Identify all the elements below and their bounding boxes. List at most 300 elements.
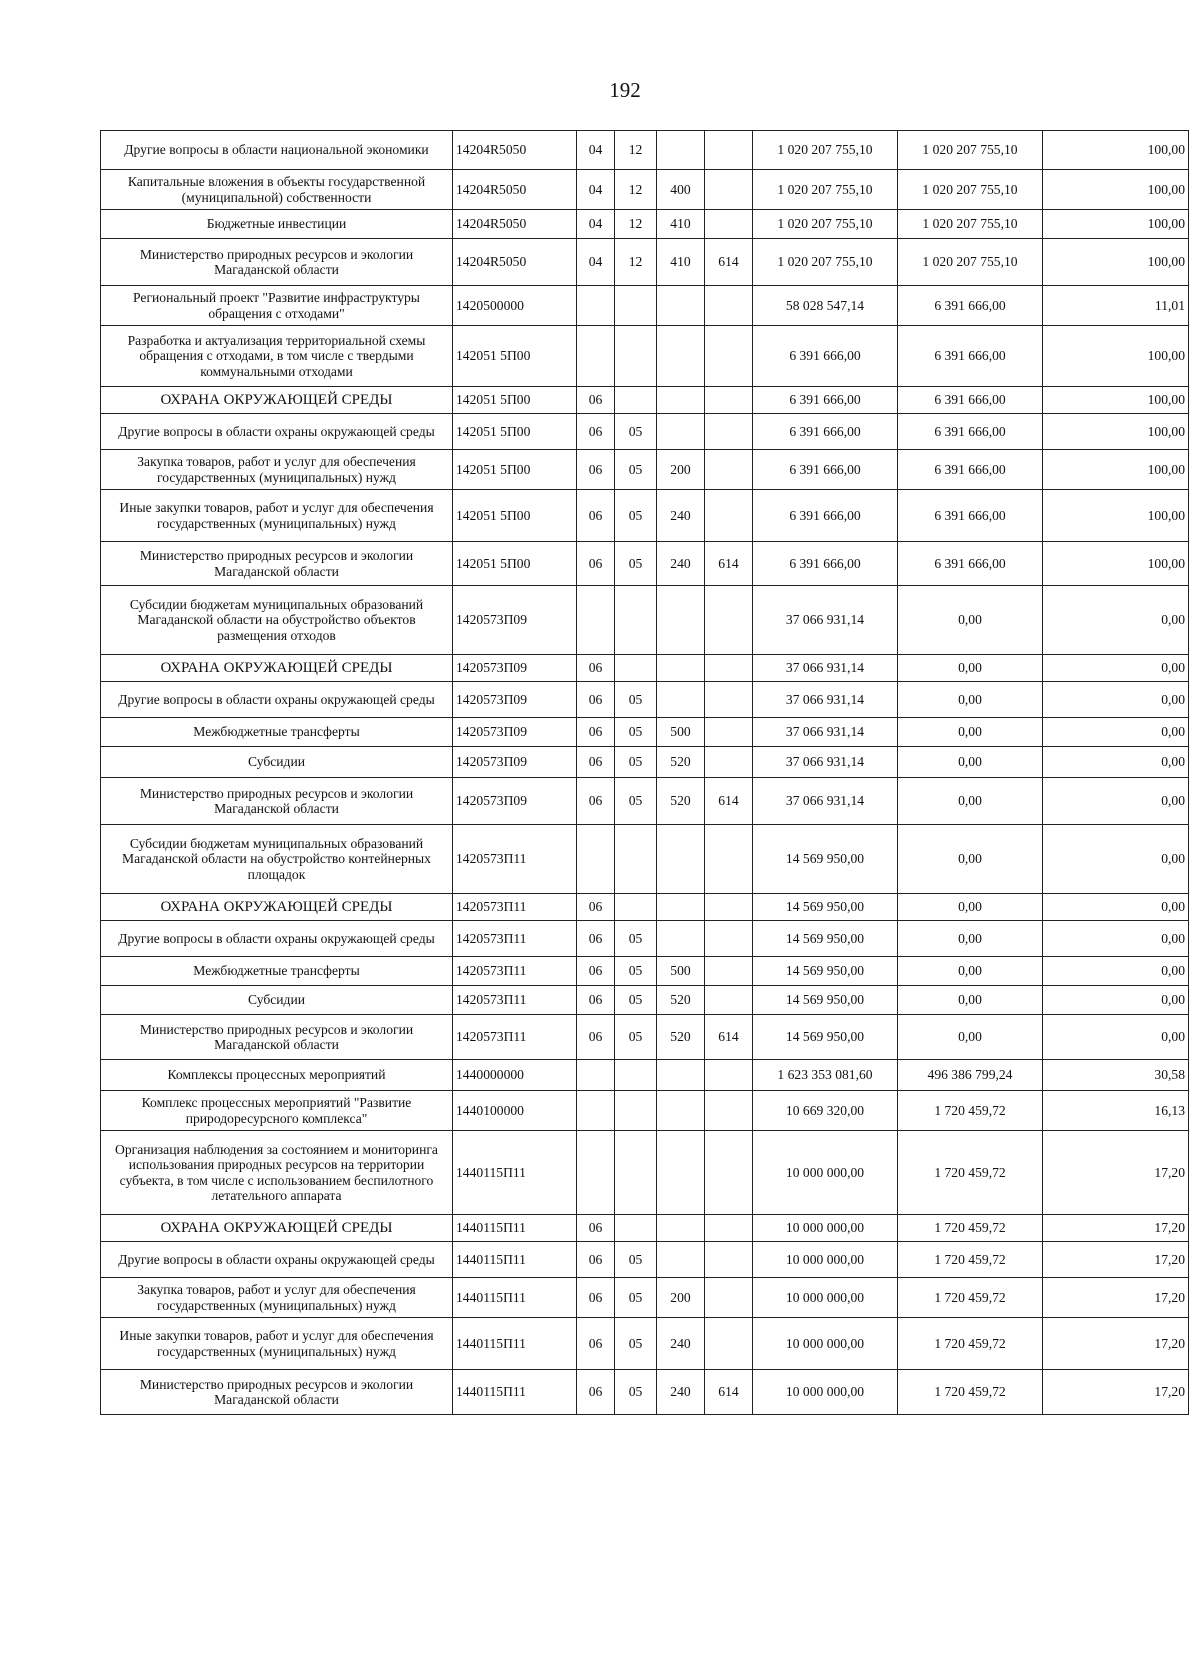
- table-row: [101, 1215, 1189, 1242]
- row-fact: 0,00: [898, 894, 1043, 921]
- row-name: Закупка товаров, работ и услуг для обеспечения государственных (муниципальных) нужд: [101, 450, 453, 490]
- row-administrator: [705, 747, 753, 778]
- row-percent: 0,00: [1043, 825, 1189, 894]
- row-plan: 10 000 000,00: [753, 1215, 898, 1242]
- row-code: 1420573П11: [453, 894, 577, 921]
- row-expense-type: [657, 682, 705, 718]
- row-expense-type: 410: [657, 239, 705, 286]
- row-code: 14204R5050: [453, 170, 577, 210]
- row-section: 06: [577, 450, 615, 490]
- row-section: 06: [577, 778, 615, 825]
- row-name: Другие вопросы в области охраны окружающей среды: [101, 414, 453, 450]
- row-code: 1420573П11: [453, 957, 577, 986]
- row-subsection: 05: [615, 957, 657, 986]
- row-plan: 6 391 666,00: [753, 387, 898, 414]
- row-percent: 17,20: [1043, 1215, 1189, 1242]
- row-expense-type: 200: [657, 450, 705, 490]
- row-name: Организация наблюдения за состоянием и мониторинга использования природных ресурсов на территории субъекта, в том числе с использованием беспилотного летательного аппарата: [101, 1131, 453, 1215]
- row-subsection: [615, 894, 657, 921]
- row-expense-type: 240: [657, 490, 705, 542]
- table-row: [101, 747, 1189, 778]
- row-name: Разработка и актуализация территориальной схемы обращения с отходами, в том числе с твердыми коммунальными отходами: [101, 326, 453, 387]
- row-plan: 14 569 950,00: [753, 1015, 898, 1060]
- row-code: 1420573П11: [453, 1015, 577, 1060]
- row-plan: 58 028 547,14: [753, 286, 898, 326]
- row-code: 142051 5П00: [453, 542, 577, 586]
- row-section: [577, 825, 615, 894]
- row-subsection: 12: [615, 131, 657, 170]
- row-expense-type: [657, 1131, 705, 1215]
- row-expense-type: [657, 1060, 705, 1091]
- row-subsection: [615, 655, 657, 682]
- row-percent: 11,01: [1043, 286, 1189, 326]
- row-subsection: [615, 825, 657, 894]
- row-fact: 6 391 666,00: [898, 326, 1043, 387]
- row-administrator: [705, 986, 753, 1015]
- row-fact: 1 020 207 755,10: [898, 170, 1043, 210]
- row-fact: 1 020 207 755,10: [898, 210, 1043, 239]
- row-percent: 17,20: [1043, 1131, 1189, 1215]
- row-administrator: [705, 1091, 753, 1131]
- row-name: Иные закупки товаров, работ и услуг для обеспечения государственных (муниципальных) нужд: [101, 490, 453, 542]
- row-section: [577, 1060, 615, 1091]
- row-code: 1420573П09: [453, 586, 577, 655]
- row-fact: 1 720 459,72: [898, 1242, 1043, 1278]
- row-expense-type: [657, 921, 705, 957]
- row-code: 1420573П11: [453, 986, 577, 1015]
- table-row: [101, 921, 1189, 957]
- row-percent: 16,13: [1043, 1091, 1189, 1131]
- row-plan: 14 569 950,00: [753, 986, 898, 1015]
- row-fact: 6 391 666,00: [898, 387, 1043, 414]
- table-row: [101, 825, 1189, 894]
- table-row: [101, 490, 1189, 542]
- row-plan: 1 623 353 081,60: [753, 1060, 898, 1091]
- row-fact: 0,00: [898, 586, 1043, 655]
- row-subsection: [615, 286, 657, 326]
- row-subsection: 12: [615, 170, 657, 210]
- row-code: 1440000000: [453, 1060, 577, 1091]
- row-plan: 6 391 666,00: [753, 490, 898, 542]
- row-expense-type: [657, 894, 705, 921]
- row-administrator: 614: [705, 778, 753, 825]
- row-administrator: [705, 170, 753, 210]
- row-expense-type: 200: [657, 1278, 705, 1318]
- row-fact: 0,00: [898, 747, 1043, 778]
- row-code: 1420573П09: [453, 655, 577, 682]
- table-row: [101, 1318, 1189, 1370]
- table-row: [101, 1278, 1189, 1318]
- row-percent: 17,20: [1043, 1278, 1189, 1318]
- row-name: Другие вопросы в области охраны окружающей среды: [101, 1242, 453, 1278]
- row-expense-type: [657, 655, 705, 682]
- row-name: Другие вопросы в области национальной экономики: [101, 131, 453, 170]
- row-fact: 6 391 666,00: [898, 414, 1043, 450]
- table-row: [101, 450, 1189, 490]
- row-name: Субсидии: [101, 986, 453, 1015]
- row-plan: 10 000 000,00: [753, 1370, 898, 1415]
- row-code: 1420573П11: [453, 825, 577, 894]
- row-section: 06: [577, 655, 615, 682]
- row-percent: 100,00: [1043, 542, 1189, 586]
- row-code: 1420573П11: [453, 921, 577, 957]
- table-row: [101, 286, 1189, 326]
- row-administrator: [705, 131, 753, 170]
- row-subsection: 05: [615, 542, 657, 586]
- row-section: [577, 1091, 615, 1131]
- table-row: [101, 239, 1189, 286]
- table-row: [101, 414, 1189, 450]
- row-section: 04: [577, 170, 615, 210]
- table-row: [101, 1131, 1189, 1215]
- row-code: 14204R5050: [453, 131, 577, 170]
- row-expense-type: [657, 1091, 705, 1131]
- row-expense-type: 520: [657, 1015, 705, 1060]
- row-plan: 37 066 931,14: [753, 586, 898, 655]
- row-percent: 0,00: [1043, 586, 1189, 655]
- row-fact: 1 720 459,72: [898, 1131, 1043, 1215]
- row-fact: 6 391 666,00: [898, 490, 1043, 542]
- row-subsection: 05: [615, 747, 657, 778]
- row-administrator: [705, 286, 753, 326]
- row-plan: 14 569 950,00: [753, 957, 898, 986]
- row-section: 06: [577, 718, 615, 747]
- row-administrator: [705, 1318, 753, 1370]
- row-plan: 10 000 000,00: [753, 1131, 898, 1215]
- row-subsection: 05: [615, 986, 657, 1015]
- row-percent: 0,00: [1043, 986, 1189, 1015]
- table-row: [101, 586, 1189, 655]
- row-code: 1420573П09: [453, 718, 577, 747]
- row-section: 06: [577, 747, 615, 778]
- table-row: [101, 682, 1189, 718]
- row-subsection: 05: [615, 450, 657, 490]
- row-fact: 6 391 666,00: [898, 286, 1043, 326]
- row-percent: 100,00: [1043, 326, 1189, 387]
- row-percent: 0,00: [1043, 894, 1189, 921]
- row-name: ОХРАНА ОКРУЖАЮЩЕЙ СРЕДЫ: [101, 1215, 453, 1242]
- row-section: 06: [577, 921, 615, 957]
- table-row: [101, 542, 1189, 586]
- table-row: [101, 387, 1189, 414]
- row-fact: 6 391 666,00: [898, 450, 1043, 490]
- row-section: [577, 1131, 615, 1215]
- row-subsection: 05: [615, 490, 657, 542]
- row-section: 06: [577, 1242, 615, 1278]
- row-section: 06: [577, 682, 615, 718]
- row-plan: 14 569 950,00: [753, 894, 898, 921]
- row-administrator: [705, 957, 753, 986]
- row-expense-type: 520: [657, 778, 705, 825]
- row-percent: 0,00: [1043, 747, 1189, 778]
- row-percent: 17,20: [1043, 1318, 1189, 1370]
- row-fact: 1 720 459,72: [898, 1370, 1043, 1415]
- row-section: 06: [577, 542, 615, 586]
- table-row: [101, 655, 1189, 682]
- row-expense-type: 240: [657, 1318, 705, 1370]
- row-code: 142051 5П00: [453, 326, 577, 387]
- row-code: 142051 5П00: [453, 414, 577, 450]
- row-fact: 0,00: [898, 986, 1043, 1015]
- row-plan: 10 000 000,00: [753, 1278, 898, 1318]
- row-name: Министерство природных ресурсов и экологии Магаданской области: [101, 1015, 453, 1060]
- row-name: ОХРАНА ОКРУЖАЮЩЕЙ СРЕДЫ: [101, 655, 453, 682]
- table-row: [101, 778, 1189, 825]
- row-name: Министерство природных ресурсов и экологии Магаданской области: [101, 239, 453, 286]
- row-name: Иные закупки товаров, работ и услуг для обеспечения государственных (муниципальных) нужд: [101, 1318, 453, 1370]
- row-percent: 100,00: [1043, 170, 1189, 210]
- row-subsection: [615, 387, 657, 414]
- row-name: Комплекс процессных мероприятий "Развитие природоресурсного комплекса": [101, 1091, 453, 1131]
- row-section: 06: [577, 1278, 615, 1318]
- row-expense-type: [657, 286, 705, 326]
- row-administrator: [705, 1215, 753, 1242]
- row-name: Субсидии бюджетам муниципальных образований Магаданской области на обустройство объектов размещения отходов: [101, 586, 453, 655]
- row-name: Бюджетные инвестиции: [101, 210, 453, 239]
- row-plan: 1 020 207 755,10: [753, 131, 898, 170]
- row-plan: 6 391 666,00: [753, 326, 898, 387]
- row-expense-type: 410: [657, 210, 705, 239]
- row-percent: 100,00: [1043, 239, 1189, 286]
- row-administrator: [705, 414, 753, 450]
- row-subsection: [615, 326, 657, 387]
- row-expense-type: 240: [657, 542, 705, 586]
- row-administrator: [705, 1060, 753, 1091]
- table-row: [101, 170, 1189, 210]
- row-percent: 17,20: [1043, 1242, 1189, 1278]
- row-plan: 10 669 320,00: [753, 1091, 898, 1131]
- row-subsection: 05: [615, 778, 657, 825]
- row-plan: 10 000 000,00: [753, 1242, 898, 1278]
- row-expense-type: [657, 414, 705, 450]
- row-administrator: [705, 894, 753, 921]
- table-row: [101, 1015, 1189, 1060]
- row-code: 1420500000: [453, 286, 577, 326]
- row-subsection: 05: [615, 1278, 657, 1318]
- row-percent: 0,00: [1043, 957, 1189, 986]
- row-fact: 1 020 207 755,10: [898, 131, 1043, 170]
- row-plan: 6 391 666,00: [753, 414, 898, 450]
- row-administrator: 614: [705, 1015, 753, 1060]
- row-administrator: 614: [705, 542, 753, 586]
- row-section: 06: [577, 387, 615, 414]
- row-percent: 100,00: [1043, 450, 1189, 490]
- row-section: 06: [577, 1318, 615, 1370]
- row-administrator: [705, 1131, 753, 1215]
- row-plan: 1 020 207 755,10: [753, 210, 898, 239]
- row-expense-type: [657, 326, 705, 387]
- row-percent: 0,00: [1043, 718, 1189, 747]
- row-name: Министерство природных ресурсов и экологии Магаданской области: [101, 542, 453, 586]
- row-plan: 37 066 931,14: [753, 682, 898, 718]
- row-subsection: 05: [615, 1318, 657, 1370]
- row-code: 1420573П09: [453, 778, 577, 825]
- row-section: 06: [577, 414, 615, 450]
- row-name: Другие вопросы в области охраны окружающей среды: [101, 682, 453, 718]
- row-administrator: [705, 825, 753, 894]
- row-plan: 1 020 207 755,10: [753, 170, 898, 210]
- row-expense-type: [657, 131, 705, 170]
- row-code: 1420573П09: [453, 682, 577, 718]
- row-plan: 14 569 950,00: [753, 825, 898, 894]
- table-row: [101, 986, 1189, 1015]
- row-administrator: [705, 682, 753, 718]
- row-percent: 0,00: [1043, 682, 1189, 718]
- row-name: ОХРАНА ОКРУЖАЮЩЕЙ СРЕДЫ: [101, 894, 453, 921]
- row-fact: 1 720 459,72: [898, 1215, 1043, 1242]
- row-fact: 0,00: [898, 825, 1043, 894]
- row-administrator: [705, 718, 753, 747]
- row-subsection: [615, 1215, 657, 1242]
- row-name: Другие вопросы в области охраны окружающей среды: [101, 921, 453, 957]
- row-plan: 37 066 931,14: [753, 747, 898, 778]
- table-row: [101, 1242, 1189, 1278]
- row-name: Региональный проект "Развитие инфраструктуры обращения с отходами": [101, 286, 453, 326]
- table-row: [101, 894, 1189, 921]
- row-percent: 0,00: [1043, 778, 1189, 825]
- row-subsection: [615, 1060, 657, 1091]
- row-name: Субсидии бюджетам муниципальных образований Магаданской области на обустройство контейнерных площадок: [101, 825, 453, 894]
- row-name: Комплексы процессных мероприятий: [101, 1060, 453, 1091]
- row-expense-type: [657, 1215, 705, 1242]
- row-plan: 1 020 207 755,10: [753, 239, 898, 286]
- row-name: ОХРАНА ОКРУЖАЮЩЕЙ СРЕДЫ: [101, 387, 453, 414]
- row-administrator: [705, 387, 753, 414]
- row-section: [577, 586, 615, 655]
- row-code: 1420573П09: [453, 747, 577, 778]
- row-code: 142051 5П00: [453, 490, 577, 542]
- row-subsection: 05: [615, 1370, 657, 1415]
- row-percent: 100,00: [1043, 490, 1189, 542]
- row-fact: 1 720 459,72: [898, 1318, 1043, 1370]
- row-code: 1440115П11: [453, 1278, 577, 1318]
- row-expense-type: [657, 1242, 705, 1278]
- row-code: 1440115П11: [453, 1318, 577, 1370]
- row-percent: 17,20: [1043, 1370, 1189, 1415]
- table-row: [101, 210, 1189, 239]
- row-subsection: 05: [615, 1242, 657, 1278]
- row-fact: 496 386 799,24: [898, 1060, 1043, 1091]
- row-section: 06: [577, 490, 615, 542]
- table-row: [101, 1370, 1189, 1415]
- row-code: 142051 5П00: [453, 387, 577, 414]
- row-section: 06: [577, 1015, 615, 1060]
- row-code: 14204R5050: [453, 210, 577, 239]
- row-expense-type: 520: [657, 986, 705, 1015]
- table-body: [101, 131, 1189, 1415]
- row-name: Министерство природных ресурсов и экологии Магаданской области: [101, 1370, 453, 1415]
- row-section: 04: [577, 210, 615, 239]
- row-administrator: [705, 210, 753, 239]
- row-code: 1440115П11: [453, 1215, 577, 1242]
- row-subsection: 05: [615, 682, 657, 718]
- row-plan: 6 391 666,00: [753, 450, 898, 490]
- row-administrator: [705, 1278, 753, 1318]
- row-section: 04: [577, 131, 615, 170]
- row-section: 04: [577, 239, 615, 286]
- budget-table: [100, 130, 1189, 1415]
- row-subsection: 12: [615, 239, 657, 286]
- row-administrator: [705, 655, 753, 682]
- row-subsection: 05: [615, 414, 657, 450]
- row-percent: 0,00: [1043, 1015, 1189, 1060]
- row-administrator: [705, 450, 753, 490]
- row-fact: 6 391 666,00: [898, 542, 1043, 586]
- row-section: 06: [577, 1370, 615, 1415]
- row-plan: 37 066 931,14: [753, 718, 898, 747]
- row-code: 1440115П11: [453, 1242, 577, 1278]
- row-subsection: [615, 1131, 657, 1215]
- row-section: [577, 326, 615, 387]
- row-name: Министерство природных ресурсов и экологии Магаданской области: [101, 778, 453, 825]
- row-fact: 1 720 459,72: [898, 1278, 1043, 1318]
- row-fact: 0,00: [898, 778, 1043, 825]
- row-code: 1440100000: [453, 1091, 577, 1131]
- row-name: Капитальные вложения в объекты государственной (муниципальной) собственности: [101, 170, 453, 210]
- row-fact: 0,00: [898, 718, 1043, 747]
- row-administrator: 614: [705, 239, 753, 286]
- row-percent: 100,00: [1043, 210, 1189, 239]
- row-fact: 0,00: [898, 1015, 1043, 1060]
- row-fact: 0,00: [898, 655, 1043, 682]
- table-row: [101, 1060, 1189, 1091]
- row-expense-type: 400: [657, 170, 705, 210]
- row-fact: 0,00: [898, 957, 1043, 986]
- row-name: Межбюджетные трансферты: [101, 957, 453, 986]
- row-code: 1440115П11: [453, 1131, 577, 1215]
- row-plan: 6 391 666,00: [753, 542, 898, 586]
- row-section: 06: [577, 1215, 615, 1242]
- row-expense-type: 520: [657, 747, 705, 778]
- row-plan: 10 000 000,00: [753, 1318, 898, 1370]
- row-name: Субсидии: [101, 747, 453, 778]
- row-fact: 0,00: [898, 921, 1043, 957]
- row-subsection: [615, 586, 657, 655]
- row-administrator: [705, 326, 753, 387]
- row-expense-type: 500: [657, 718, 705, 747]
- row-fact: 1 020 207 755,10: [898, 239, 1043, 286]
- row-subsection: 05: [615, 1015, 657, 1060]
- row-subsection: 05: [615, 921, 657, 957]
- row-administrator: [705, 1242, 753, 1278]
- row-fact: 0,00: [898, 682, 1043, 718]
- row-percent: 0,00: [1043, 655, 1189, 682]
- row-subsection: 05: [615, 718, 657, 747]
- row-section: 06: [577, 894, 615, 921]
- table-row: [101, 718, 1189, 747]
- row-administrator: [705, 490, 753, 542]
- table-row: [101, 326, 1189, 387]
- row-expense-type: [657, 586, 705, 655]
- table-row: [101, 957, 1189, 986]
- row-administrator: [705, 586, 753, 655]
- row-percent: 0,00: [1043, 921, 1189, 957]
- row-percent: 100,00: [1043, 387, 1189, 414]
- row-expense-type: 240: [657, 1370, 705, 1415]
- row-section: 06: [577, 986, 615, 1015]
- row-code: 1440115П11: [453, 1370, 577, 1415]
- row-expense-type: 500: [657, 957, 705, 986]
- row-name: Межбюджетные трансферты: [101, 718, 453, 747]
- row-percent: 30,58: [1043, 1060, 1189, 1091]
- row-percent: 100,00: [1043, 131, 1189, 170]
- row-plan: 37 066 931,14: [753, 778, 898, 825]
- row-administrator: [705, 921, 753, 957]
- row-subsection: 12: [615, 210, 657, 239]
- table-row: [101, 131, 1189, 170]
- row-expense-type: [657, 387, 705, 414]
- row-administrator: 614: [705, 1370, 753, 1415]
